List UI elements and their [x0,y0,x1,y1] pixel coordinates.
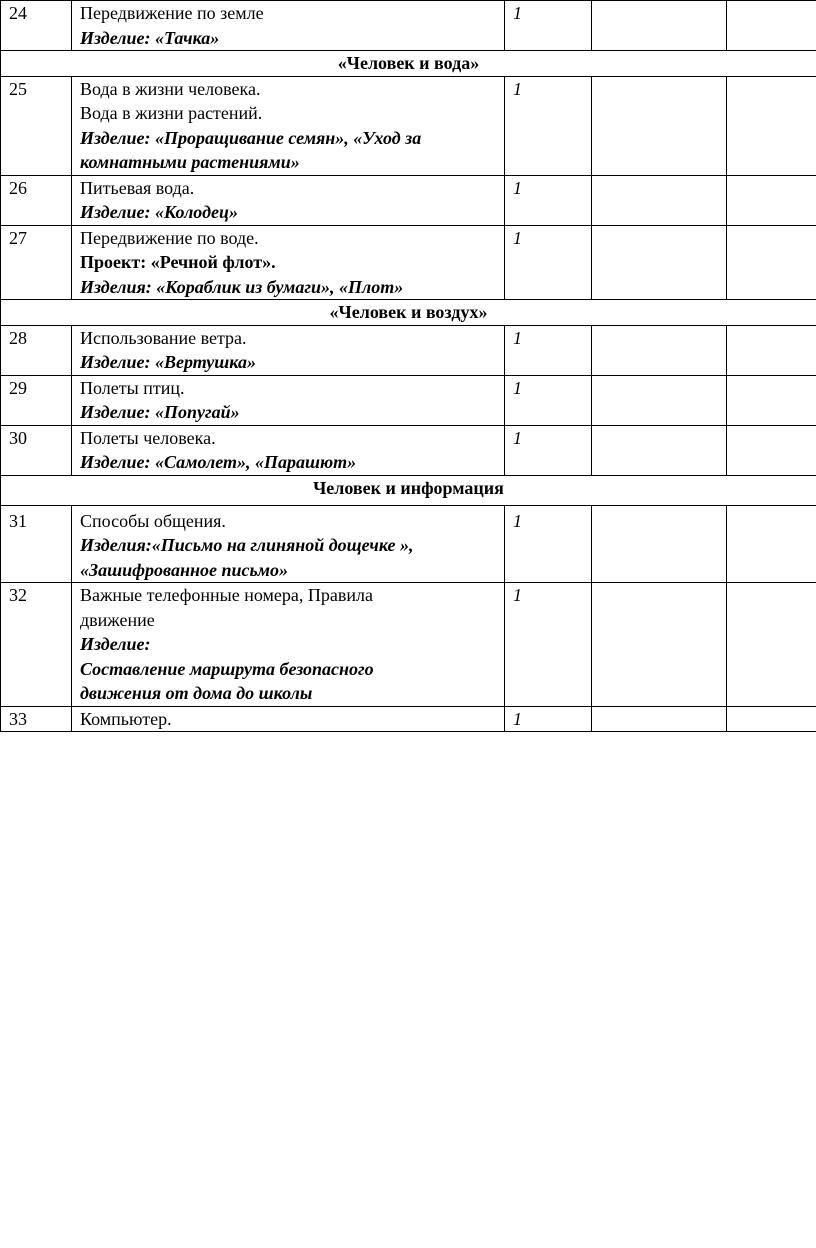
hours-cell: 1 [505,583,592,707]
topic-text: Использование ветра. [80,327,247,348]
empty-cell [727,1,816,51]
lesson-number: 29 [1,375,72,425]
table-row [1,325,816,375]
empty-cell [592,583,727,707]
empty-cell [727,583,816,707]
empty-cell [727,425,816,475]
hours-cell: 1 [505,375,592,425]
lesson-number: 24 [1,1,72,51]
lesson-number: 27 [1,225,72,300]
empty-cell [727,505,816,583]
lesson-topic [72,375,505,425]
empty-cell [592,175,727,225]
table-row [1,706,816,732]
topic-text: Передвижение по земле [80,3,264,23]
empty-cell [592,225,727,300]
lesson-number: 30 [1,425,72,475]
item-text: Изделие: «Вертушка» [80,352,256,372]
topic-text: Компьютер. [80,708,172,729]
empty-cell [727,225,816,300]
item-text: движения от дома до школы [80,683,313,703]
empty-cell [727,175,816,225]
empty-cell [592,76,727,175]
hours-cell: 1 [505,1,592,51]
item-text: Изделия:«Письмо на глиняной дощечке », [80,535,414,555]
section-row [1,51,816,77]
table-row [1,1,816,51]
topic-text: движение [80,609,155,630]
lesson-topic [72,325,505,375]
topic-text: Вода в жизни человека. [80,78,261,99]
lesson-number: 28 [1,325,72,375]
empty-cell [592,1,727,51]
hours-cell: 1 [505,225,592,300]
hours-cell: 1 [505,325,592,375]
topic-text: Вода в жизни растений. [80,103,263,123]
section-title: «Человек и воздух» [1,300,816,326]
lesson-number: 31 [1,505,72,583]
table-row [1,76,816,175]
topic-text: Питьевая вода. [80,177,195,198]
item-text: Составление маршрута безопасного [80,658,374,679]
lesson-topic [72,175,505,225]
hours-cell: 1 [505,175,592,225]
table-row [1,375,816,425]
section-title: Человек и информация [1,475,816,505]
table-row [1,583,816,707]
empty-cell [727,76,816,175]
section-row [1,300,816,326]
item-text: Изделие: «Тачка» [80,27,220,48]
topic-text: Передвижение по воде. [80,227,259,248]
hours-cell: 1 [505,76,592,175]
topic-text: Полеты птиц. [80,377,185,398]
lesson-topic [72,583,505,707]
empty-cell [727,706,816,732]
empty-cell [592,325,727,375]
empty-cell [592,375,727,425]
empty-cell [592,425,727,475]
item-label: Изделие: [80,634,151,654]
lesson-number: 32 [1,583,72,707]
lesson-topic [72,76,505,175]
lesson-topic [72,225,505,300]
hours-cell: 1 [505,425,592,475]
topic-text: Способы общения. [80,510,226,531]
project-text: Проект: «Речной флот». [80,252,276,272]
empty-cell [592,706,727,732]
table-row [1,225,816,300]
empty-cell [592,505,727,583]
empty-cell [727,325,816,375]
item-text: Изделие: «Колодец» [80,202,238,222]
lesson-topic [72,425,505,475]
section-title: «Человек и вода» [1,51,816,77]
lesson-number: 33 [1,706,72,732]
item-text: Изделия: «Кораблик из бумаги», «Плот» [80,276,404,297]
empty-cell [727,375,816,425]
lesson-number: 25 [1,76,72,175]
topic-text: Важные телефонные номера, Правила [80,585,373,605]
hours-cell: 1 [505,505,592,583]
lesson-topic [72,505,505,583]
lesson-topic [72,1,505,51]
topic-text: Полеты человека. [80,427,216,448]
item-text: «Зашифрованное письмо» [80,559,289,580]
section-row [1,475,816,505]
lesson-number: 26 [1,175,72,225]
item-text: Изделие: «Самолет», «Парашют» [80,452,357,472]
item-text: комнатными растениями» [80,152,300,172]
item-text: Изделие: «Проращивание семян», «Уход за [80,127,422,148]
item-text: Изделие: «Попугай» [80,402,240,422]
table-row [1,425,816,475]
hours-cell: 1 [505,706,592,732]
table-row [1,505,816,583]
lesson-topic [72,706,505,732]
table-row [1,175,816,225]
